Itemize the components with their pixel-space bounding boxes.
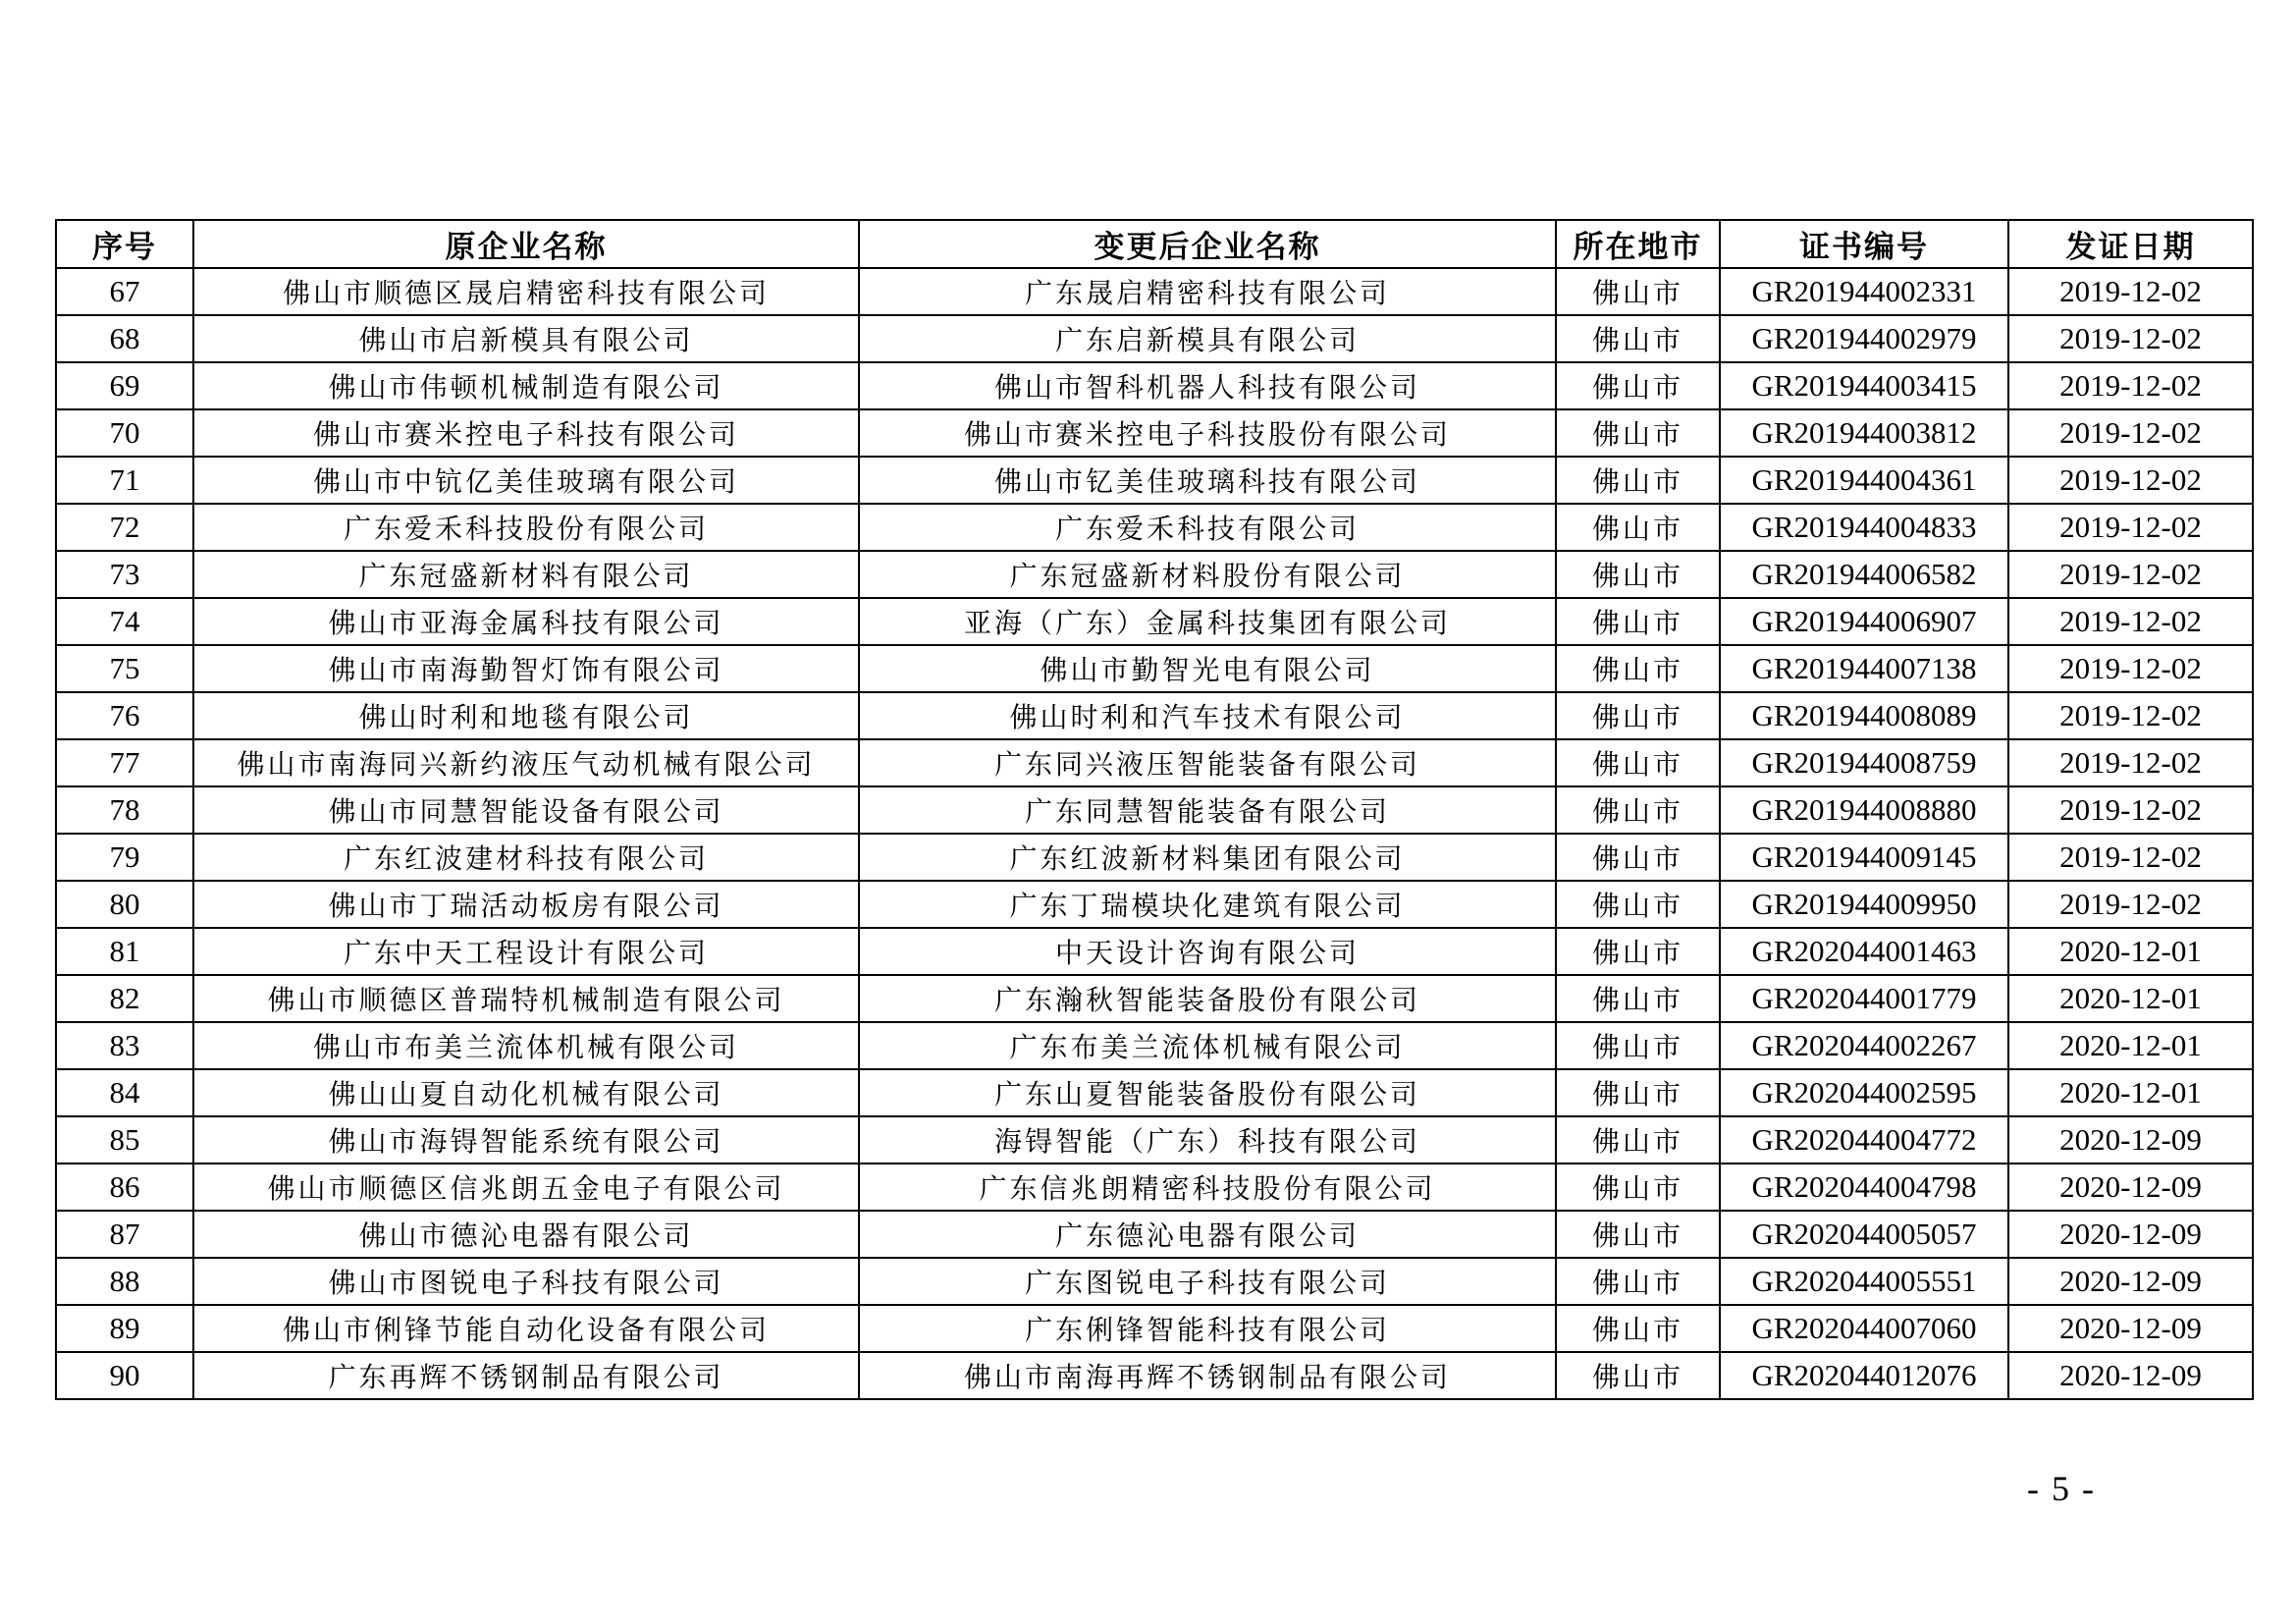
new-name-cell: 广东山夏智能装备股份有限公司 [859,1069,1556,1116]
serial-cell: 75 [56,645,193,692]
serial-cell: 69 [56,362,193,409]
new-name-cell: 佛山市钇美佳玻璃科技有限公司 [859,457,1556,504]
table-row [56,504,2253,551]
new-name-cell: 佛山市智科机器人科技有限公司 [859,362,1556,409]
table-row [56,1258,2253,1305]
certificate-no-cell: GR201944006582 [1720,551,2008,598]
city-cell: 佛山市 [1556,928,1720,975]
original-name-cell: 佛山市启新模具有限公司 [193,315,859,362]
issue-date-cell: 2019-12-02 [2008,504,2253,551]
col-header-certificate-no: 证书编号 [1720,220,2008,268]
city-cell: 佛山市 [1556,645,1720,692]
issue-date-cell: 2019-12-02 [2008,598,2253,645]
serial-cell: 67 [56,268,193,315]
serial-cell: 70 [56,409,193,457]
new-name-cell: 广东启新模具有限公司 [859,315,1556,362]
new-name-cell: 广东图锐电子科技有限公司 [859,1258,1556,1305]
issue-date-cell: 2019-12-02 [2008,551,2253,598]
new-name-cell: 广东同慧智能装备有限公司 [859,786,1556,834]
issue-date-cell: 2020-12-09 [2008,1305,2253,1352]
city-cell: 佛山市 [1556,268,1720,315]
certificate-no-cell: GR201944006907 [1720,598,2008,645]
certificate-no-cell: GR202044002267 [1720,1022,2008,1069]
issue-date-cell: 2019-12-02 [2008,881,2253,928]
new-name-cell: 佛山市勤智光电有限公司 [859,645,1556,692]
new-name-cell: 佛山市赛米控电子科技股份有限公司 [859,409,1556,457]
city-cell: 佛山市 [1556,1305,1720,1352]
certificate-no-cell: GR201944008089 [1720,692,2008,739]
col-header-serial: 序号 [56,220,193,268]
original-name-cell: 佛山市中钪亿美佳玻璃有限公司 [193,457,859,504]
original-name-cell: 佛山市顺德区普瑞特机械制造有限公司 [193,975,859,1022]
original-name-cell: 佛山市图锐电子科技有限公司 [193,1258,859,1305]
original-name-cell: 佛山时利和地毯有限公司 [193,692,859,739]
issue-date-cell: 2020-12-09 [2008,1116,2253,1164]
new-name-cell: 广东丁瑞模块化建筑有限公司 [859,881,1556,928]
original-name-cell: 佛山市同慧智能设备有限公司 [193,786,859,834]
serial-cell: 83 [56,1022,193,1069]
issue-date-cell: 2019-12-02 [2008,362,2253,409]
table-body [56,268,2253,1399]
original-name-cell: 佛山市赛米控电子科技有限公司 [193,409,859,457]
city-cell: 佛山市 [1556,1022,1720,1069]
issue-date-cell: 2019-12-02 [2008,268,2253,315]
certificate-no-cell: GR201944009950 [1720,881,2008,928]
certificate-no-cell: GR201944002979 [1720,315,2008,362]
city-cell: 佛山市 [1556,881,1720,928]
issue-date-cell: 2019-12-02 [2008,315,2253,362]
original-name-cell: 广东再辉不锈钢制品有限公司 [193,1352,859,1399]
city-cell: 佛山市 [1556,786,1720,834]
city-cell: 佛山市 [1556,409,1720,457]
certificate-no-cell: GR202044005551 [1720,1258,2008,1305]
certificate-no-cell: GR201944008759 [1720,739,2008,786]
certificate-no-cell: GR202044004798 [1720,1164,2008,1211]
table-row [56,1211,2253,1258]
certificate-no-cell: GR202044005057 [1720,1211,2008,1258]
city-cell: 佛山市 [1556,1116,1720,1164]
serial-cell: 87 [56,1211,193,1258]
table-row [56,551,2253,598]
issue-date-cell: 2019-12-02 [2008,457,2253,504]
city-cell: 佛山市 [1556,315,1720,362]
serial-cell: 82 [56,975,193,1022]
original-name-cell: 佛山市顺德区晟启精密科技有限公司 [193,268,859,315]
city-cell: 佛山市 [1556,834,1720,881]
new-name-cell: 广东俐锋智能科技有限公司 [859,1305,1556,1352]
enterprise-name-change-table [55,219,2254,1400]
table-row [56,975,2253,1022]
new-name-cell: 广东红波新材料集团有限公司 [859,834,1556,881]
table-row [56,1022,2253,1069]
serial-cell: 89 [56,1305,193,1352]
issue-date-cell: 2020-12-09 [2008,1164,2253,1211]
table-row [56,1164,2253,1211]
table-row [56,739,2253,786]
certificate-no-cell: GR201944004833 [1720,504,2008,551]
city-cell: 佛山市 [1556,692,1720,739]
table-row [56,928,2253,975]
serial-cell: 78 [56,786,193,834]
original-name-cell: 佛山市德沁电器有限公司 [193,1211,859,1258]
original-name-cell: 佛山市俐锋节能自动化设备有限公司 [193,1305,859,1352]
serial-cell: 84 [56,1069,193,1116]
issue-date-cell: 2020-12-01 [2008,928,2253,975]
serial-cell: 76 [56,692,193,739]
city-cell: 佛山市 [1556,1164,1720,1211]
issue-date-cell: 2019-12-02 [2008,834,2253,881]
city-cell: 佛山市 [1556,739,1720,786]
certificate-no-cell: GR201944008880 [1720,786,2008,834]
serial-cell: 71 [56,457,193,504]
certificate-no-cell: GR201944004361 [1720,457,2008,504]
city-cell: 佛山市 [1556,1352,1720,1399]
issue-date-cell: 2019-12-02 [2008,409,2253,457]
original-name-cell: 广东红波建材科技有限公司 [193,834,859,881]
certificate-no-cell: GR202044001779 [1720,975,2008,1022]
new-name-cell: 佛山时利和汽车技术有限公司 [859,692,1556,739]
issue-date-cell: 2020-12-01 [2008,1022,2253,1069]
table-row [56,1305,2253,1352]
city-cell: 佛山市 [1556,598,1720,645]
table-row [56,834,2253,881]
table-row [56,881,2253,928]
new-name-cell: 广东信兆朗精密科技股份有限公司 [859,1164,1556,1211]
issue-date-cell: 2019-12-02 [2008,786,2253,834]
serial-cell: 79 [56,834,193,881]
serial-cell: 80 [56,881,193,928]
table-row [56,409,2253,457]
new-name-cell: 海锝智能（广东）科技有限公司 [859,1116,1556,1164]
issue-date-cell: 2019-12-02 [2008,645,2253,692]
city-cell: 佛山市 [1556,362,1720,409]
issue-date-cell: 2020-12-01 [2008,1069,2253,1116]
table-header-row [56,220,2253,268]
table-row [56,692,2253,739]
issue-date-cell: 2020-12-09 [2008,1258,2253,1305]
table-row [56,362,2253,409]
original-name-cell: 广东爱禾科技股份有限公司 [193,504,859,551]
issue-date-cell: 2019-12-02 [2008,739,2253,786]
issue-date-cell: 2019-12-02 [2008,692,2253,739]
table-row [56,1116,2253,1164]
original-name-cell: 佛山山夏自动化机械有限公司 [193,1069,859,1116]
table-row [56,457,2253,504]
certificate-no-cell: GR201944007138 [1720,645,2008,692]
certificate-no-cell: GR202044004772 [1720,1116,2008,1164]
original-name-cell: 广东冠盛新材料有限公司 [193,551,859,598]
original-name-cell: 佛山市顺德区信兆朗五金电子有限公司 [193,1164,859,1211]
new-name-cell: 广东瀚秋智能装备股份有限公司 [859,975,1556,1022]
serial-cell: 88 [56,1258,193,1305]
serial-cell: 85 [56,1116,193,1164]
table-row [56,1069,2253,1116]
original-name-cell: 佛山市丁瑞活动板房有限公司 [193,881,859,928]
table-row [56,1352,2253,1399]
new-name-cell: 广东爱禾科技有限公司 [859,504,1556,551]
certificate-no-cell: GR201944002331 [1720,268,2008,315]
certificate-no-cell: GR202044007060 [1720,1305,2008,1352]
new-name-cell: 佛山市南海再辉不锈钢制品有限公司 [859,1352,1556,1399]
original-name-cell: 佛山市南海勤智灯饰有限公司 [193,645,859,692]
table-row [56,598,2253,645]
col-header-new-name: 变更后企业名称 [859,220,1556,268]
serial-cell: 86 [56,1164,193,1211]
issue-date-cell: 2020-12-09 [2008,1352,2253,1399]
col-header-city: 所在地市 [1556,220,1720,268]
serial-cell: 81 [56,928,193,975]
certificate-no-cell: GR201944009145 [1720,834,2008,881]
serial-cell: 77 [56,739,193,786]
issue-date-cell: 2020-12-09 [2008,1211,2253,1258]
serial-cell: 74 [56,598,193,645]
certificate-no-cell: GR201944003812 [1720,409,2008,457]
new-name-cell: 广东冠盛新材料股份有限公司 [859,551,1556,598]
city-cell: 佛山市 [1556,457,1720,504]
col-header-original-name: 原企业名称 [193,220,859,268]
original-name-cell: 佛山市海锝智能系统有限公司 [193,1116,859,1164]
city-cell: 佛山市 [1556,551,1720,598]
new-name-cell: 广东德沁电器有限公司 [859,1211,1556,1258]
new-name-cell: 亚海（广东）金属科技集团有限公司 [859,598,1556,645]
issue-date-cell: 2020-12-01 [2008,975,2253,1022]
table-row [56,645,2253,692]
serial-cell: 73 [56,551,193,598]
city-cell: 佛山市 [1556,1258,1720,1305]
original-name-cell: 佛山市伟顿机械制造有限公司 [193,362,859,409]
city-cell: 佛山市 [1556,504,1720,551]
certificate-no-cell: GR202044002595 [1720,1069,2008,1116]
serial-cell: 72 [56,504,193,551]
original-name-cell: 佛山市布美兰流体机械有限公司 [193,1022,859,1069]
certificate-no-cell: GR202044012076 [1720,1352,2008,1399]
certificate-no-cell: GR201944003415 [1720,362,2008,409]
new-name-cell: 中天设计咨询有限公司 [859,928,1556,975]
original-name-cell: 广东中天工程设计有限公司 [193,928,859,975]
new-name-cell: 广东布美兰流体机械有限公司 [859,1022,1556,1069]
col-header-issue-date: 发证日期 [2008,220,2253,268]
city-cell: 佛山市 [1556,975,1720,1022]
new-name-cell: 广东同兴液压智能装备有限公司 [859,739,1556,786]
table-row [56,786,2253,834]
city-cell: 佛山市 [1556,1069,1720,1116]
serial-cell: 68 [56,315,193,362]
table-row [56,315,2253,362]
table-row [56,268,2253,315]
serial-cell: 90 [56,1352,193,1399]
city-cell: 佛山市 [1556,1211,1720,1258]
original-name-cell: 佛山市南海同兴新约液压气动机械有限公司 [193,739,859,786]
new-name-cell: 广东晟启精密科技有限公司 [859,268,1556,315]
certificate-no-cell: GR202044001463 [1720,928,2008,975]
original-name-cell: 佛山市亚海金属科技有限公司 [193,598,859,645]
page-number: - 5 - [2027,1469,2096,1508]
